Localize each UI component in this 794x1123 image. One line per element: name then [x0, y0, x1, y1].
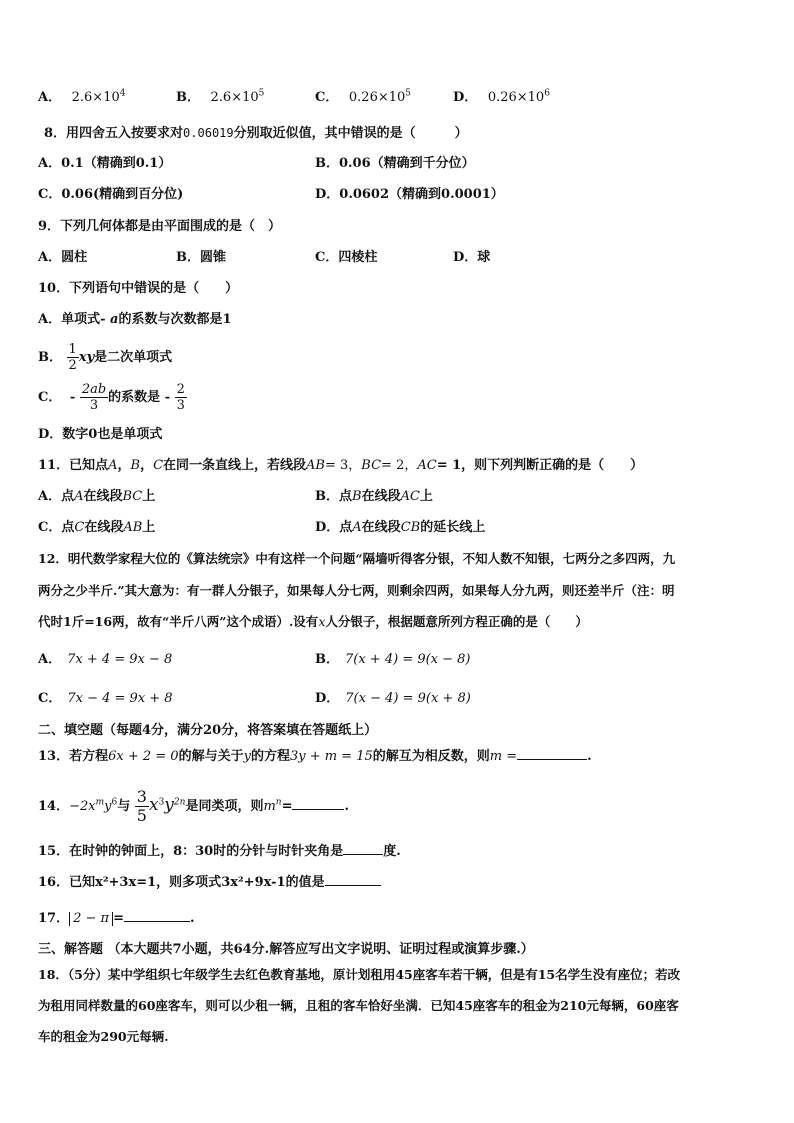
q7-option-a: [38, 89, 125, 107]
q11-option-a-seg: BC: [122, 489, 143, 504]
q11-option-c-text: C．点: [38, 520, 75, 535]
q10-option-b-tail: 是二次单项式: [94, 350, 173, 365]
q15-text: 15．在时钟的钟面上，8：30时的分针与时针夹角是: [38, 844, 344, 859]
q11-option-d-tail: 的延长线上: [420, 520, 486, 535]
q11-option-a-tail: 上: [142, 489, 156, 504]
q14-text: 14．: [38, 799, 70, 814]
q7-option-b-label: B．: [176, 90, 200, 105]
q12-option-d-eq: 7(x − 4) = 9(x + 8): [345, 691, 471, 706]
q14-fraction: [135, 788, 149, 825]
q14-term2-y: y: [164, 795, 174, 815]
q10-option-b-denominator: 2: [68, 358, 77, 373]
q10-option-a-text: A．单项式: [38, 312, 101, 327]
q10-option-b: [38, 340, 172, 376]
q14-term1: −2x: [69, 799, 96, 814]
q12-option-a-label: A．: [38, 652, 62, 667]
q11-seg-ab: AB: [306, 458, 325, 473]
q7-option-d-value: 0.26×10: [487, 90, 545, 105]
q14-answer-blank[interactable]: [292, 809, 344, 810]
q17-equals: =: [113, 911, 124, 926]
q13-answer-blank[interactable]: [517, 759, 587, 760]
q14-term2-x: x: [148, 795, 159, 815]
q12-option-d-label: D．: [315, 691, 340, 706]
q17-text: 17．: [38, 911, 70, 926]
q7-option-a-label: A．: [38, 90, 62, 105]
q16-expr2: 3x²+9x-1: [221, 875, 286, 890]
q8-option-a: A．0.1（精确到0.1）: [38, 156, 172, 171]
q13-m: m =: [489, 749, 518, 764]
q11-stem-mid: 在同一条直线上，若线段: [163, 458, 307, 473]
q10-option-c: [38, 380, 187, 416]
q8-number: 0.06019: [183, 126, 234, 140]
q11-sep1: ，: [117, 458, 131, 473]
q14-term2-exp: 3: [158, 797, 165, 808]
q9-option-c: C．四棱柱: [315, 250, 378, 265]
q11-seg-ac: AC: [417, 458, 437, 473]
q10-option-c-denominator: 3: [89, 398, 99, 413]
q8-option-c: C．0.06(精确到百分位): [38, 187, 184, 202]
q14-end: .: [344, 799, 350, 814]
q14: [38, 785, 349, 827]
q12-option-c-label: C．: [38, 691, 62, 706]
q15: [38, 843, 401, 861]
q10-stem: 10．下列语句中错误的是（ ）: [38, 281, 239, 296]
q10-option-b-fraction: [67, 342, 79, 373]
q16: [38, 874, 381, 892]
q14-term1-y: y: [104, 799, 112, 814]
q14-term1-exp-m: m: [95, 797, 105, 808]
q12-var-x: x: [318, 614, 326, 629]
q7-option-c-value: 0.26×10: [348, 90, 406, 105]
q11-option-a-point: A: [74, 489, 84, 504]
q7-option-d-label: D．: [453, 90, 478, 105]
q11-option-c: [38, 519, 155, 537]
q11-seg-bc: BC: [361, 458, 382, 473]
q10-option-c-mid: 的系数是: [108, 390, 161, 405]
q10-option-c-numerator2: 2: [176, 382, 185, 397]
q13-mid2: 的方程: [250, 749, 290, 764]
q16-text: 16．已知: [38, 875, 96, 890]
q7-option-a-value: 2.6×10: [71, 90, 120, 105]
q13: [38, 748, 592, 766]
q12-line-3: [38, 613, 588, 631]
q10-option-c-denominator2: 3: [176, 398, 185, 413]
q10-option-a-tail: 的系数与次数都是1: [118, 312, 232, 327]
q14-denominator: 5: [136, 806, 147, 825]
q11-option-c-mid: 在线段: [84, 520, 124, 535]
q11-option-d-mid: 在线段: [361, 520, 401, 535]
q7-option-c: [315, 89, 411, 107]
q8-stem-text: 8．用四舍五入按要求对: [44, 126, 184, 141]
q11-option-b-text: B．点: [315, 489, 352, 504]
q14-mid2: 是同类项，则: [185, 799, 264, 814]
q7-option-a-exponent: 4: [119, 88, 126, 99]
q16-answer-blank[interactable]: [325, 885, 381, 886]
q11-option-b-mid: 在线段: [361, 489, 401, 504]
section-3-heading: 三、解答题 （本大题共7小题，共64分.解答应写出文字说明、证明过程或演算步骤.）: [38, 942, 534, 957]
q7-option-b-value: 2.6×10: [210, 90, 259, 105]
q12-line-3-tail: 人分银子，根据题意所列方程正确的是（ ）: [325, 614, 588, 629]
q7-option-c-exponent: 5: [405, 88, 412, 99]
q11-option-d-point: A: [352, 520, 362, 535]
q10-option-c-minus2: -: [164, 390, 171, 405]
q10-option-b-label: B．: [38, 350, 62, 365]
q18-line-1: 18．（5分）某中学组织七年级学生去红色教育基地，原计划租用45座客车若干辆，但是有15名学生没有座位；若改: [38, 967, 681, 982]
q12-line-2: 两分之少半斤.”其大意为：有一群人分银子，如果每人分七两，则剩余四两，如果每人分九两，则还差半斤（注：明: [38, 583, 675, 598]
q11-option-d-text: D．点: [315, 520, 353, 535]
q11-option-b-seg: AC: [400, 489, 420, 504]
q8-option-d: D．0.0602（精确到0.0001）: [315, 187, 504, 202]
q11-stem: [38, 457, 643, 475]
q11-option-c-tail: 上: [142, 520, 156, 535]
q13-mid1: 的解与关于: [178, 749, 244, 764]
q9-stem: 9．下列几何体都是由平面围成的是（ ）: [38, 219, 282, 234]
q12-option-b-eq: 7(x + 4) = 9(x − 8): [345, 652, 471, 667]
q9-option-b: B．圆锥: [176, 250, 226, 265]
q9-option-d: D．球: [453, 250, 491, 265]
q11-option-b-tail: 上: [419, 489, 433, 504]
q11-bc-val: = 2，: [381, 458, 418, 473]
q8-stem: [44, 124, 468, 143]
q11-ab-val: = 3，: [325, 458, 362, 473]
q11-option-d-seg: CB: [400, 520, 421, 535]
q10-option-a: [38, 311, 232, 329]
q11-stem-tail: = 1，则下列判断正确的是（ ）: [436, 458, 644, 473]
q11-point-a: A: [108, 458, 118, 473]
section-2-heading: 二、填空题（每题4分，满分20分，将答案填在答题纸上）: [38, 723, 378, 738]
q13-end: .: [587, 749, 592, 764]
q10-option-c-numerator: 2ab: [81, 382, 107, 397]
q15-answer-blank[interactable]: [343, 854, 383, 855]
q11-point-c: C: [153, 458, 164, 473]
q9-option-a: A．圆柱: [38, 250, 88, 265]
q18-line-2: 为租用同样数量的60座客车，则可以少租一辆，且租的客车恰好坐满．已知45座客车的租金为210元每辆，60座客: [38, 998, 679, 1013]
q11-sep2: ，: [140, 458, 154, 473]
q14-term2-exp2: 2n: [173, 797, 186, 808]
q14-m-exp: n: [275, 797, 282, 808]
q13-eq2: 3y + m = 15: [289, 749, 373, 764]
q13-text: 13．若方程: [38, 749, 109, 764]
q11-option-d: [315, 519, 485, 537]
q13-var: y: [243, 749, 251, 764]
q11-point-b: B: [130, 458, 141, 473]
q12-line-3-text: 代时1斤=16两，故有“半斤八两”这个成语）.设有: [38, 614, 319, 629]
q10-option-d: D．数字0也是单项式: [38, 427, 163, 442]
q10-option-b-math: xy: [78, 350, 95, 365]
q17-answer-blank[interactable]: [124, 921, 190, 922]
q17: [38, 910, 195, 928]
q12-option-a: [38, 651, 172, 669]
q10-option-c-fraction2: [175, 382, 187, 413]
q12-option-d: [315, 690, 471, 708]
q11-option-a-mid: 在线段: [83, 489, 123, 504]
q16-mid: ，则多项式: [156, 875, 222, 890]
q12-option-c-eq: 7x − 4 = 9x + 8: [67, 691, 173, 706]
q10-option-c-minus: -: [69, 390, 76, 405]
q15-end: 度.: [383, 844, 401, 859]
q12-option-b-label: B．: [315, 652, 339, 667]
q13-eq1: 6x + 2 = 0: [108, 749, 179, 764]
q11-option-c-point: C: [74, 520, 85, 535]
q14-mid: 与: [117, 799, 131, 814]
q17-end: .: [189, 911, 195, 926]
q11-option-b-point: B: [352, 489, 362, 504]
q11-option-c-seg: AB: [123, 520, 143, 535]
q12-line-1: 12．明代数学家程大位的《算法统宗》中有这样一个问题“隔墙听得客分银，不知人数不知银，七两分之多四两，九: [38, 551, 676, 566]
q7-option-d: [453, 89, 550, 107]
q12-option-b: [315, 651, 471, 669]
q7-option-d-exponent: 6: [544, 88, 550, 99]
q10-option-c-fraction: [80, 382, 108, 413]
q7-option-b-exponent: 5: [258, 88, 265, 99]
q10-option-b-numerator: 1: [68, 342, 77, 357]
q10-option-c-label: C．: [38, 390, 62, 405]
q12-option-c: [38, 690, 173, 708]
q16-tail: 的值是: [285, 875, 325, 890]
q10-option-a-math: - a: [100, 312, 119, 327]
q7-option-b: [176, 89, 264, 107]
q8-stem-tail: 分别取近似值，其中错误的是（ ）: [233, 126, 468, 141]
q11-stem-text: 11．已知点: [38, 458, 109, 473]
q12-option-a-eq: 7x + 4 = 9x − 8: [67, 652, 173, 667]
q11-option-b: [315, 488, 433, 506]
q8-option-b: B．0.06（精确到千分位）: [315, 156, 475, 171]
q14-numerator: 3: [136, 787, 147, 806]
q13-mid3: 的解互为相反数，则: [372, 749, 490, 764]
q14-m: m: [263, 799, 276, 814]
q7-option-c-label: C．: [315, 90, 339, 105]
q14-equals: =: [281, 799, 293, 814]
q17-absolute-value: 2 − π: [69, 912, 113, 926]
q11-option-a: [38, 488, 155, 506]
q16-expr1: x²+3x=1: [95, 875, 157, 890]
q14-term1-exp-6: 6: [111, 797, 118, 808]
q11-option-a-text: A．点: [38, 489, 75, 504]
q18-line-3: 车的租金为290元每辆.: [38, 1029, 169, 1044]
